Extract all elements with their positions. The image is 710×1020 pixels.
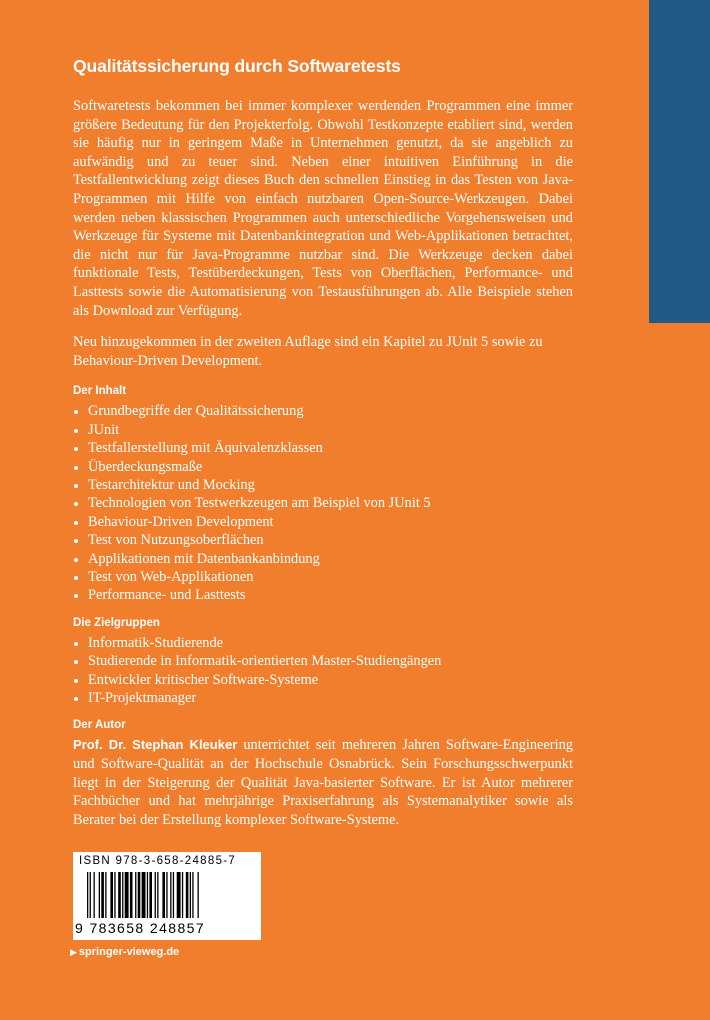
second-edition-paragraph: Neu hinzugekommen in der zweiten Auflage sind ein Kapitel zu JUnit 5 sowie zu Behaviour-Driven Development. <box>73 334 543 369</box>
publisher-link[interactable] <box>70 946 179 958</box>
author-bio: unterrichtet seit mehreren Jahren Software-Engineering und Software-Qualität an der Hochschule Osnabrück. Sein Forschungsschwerpunkt liegt in der Steigerung der Qualität Java-basierter Software. Er ist Autor mehrerer Fachbücher und hat mehrjährige Praxiserfahrung als Systemanalytiker sowie als Berater bei der Erstellung komplexer Software-Systeme. <box>73 737 573 828</box>
author-name: Prof. Dr. Stephan Kleuker <box>73 737 238 753</box>
list-item: Grundbegriffe der Qualitätssicherung <box>73 402 573 420</box>
list-item: Test von Nutzungsoberflächen <box>73 531 573 549</box>
list-item: Test von Web-Applikationen <box>73 568 573 586</box>
intro-paragraph: Softwaretests bekommen bei immer komplexer werdenden Programmen eine immer größere Bedeutung für den Projekterfolg. Obwohl Testkonzepte etabliert sind, werden sie häufig nur in geringem Maße in Unternehmen genutzt, da sie angeblich zu aufwändig und zu teuer sind. Neben einer intuitiven Einführung in die Testfallentwicklung zeigt dieses Buch den schnellen Einstieg in das Testen von Java-Programmen mit Hilfe von einfach nutzbaren Open-Source-Werkzeugen. Dabei werden neben klassischen Programmen auch unterschiedliche Vorgehensweisen und Werkzeuge für Systeme mit Datenbankintegration und Web-Applikationen betrachtet, die nicht nur für Java-Programme nutzbar sind. Die Werkzeuge decken dabei funktionale Tests, Testüberdeckungen, Tests von Oberflächen, Performance- und Lasttests sowie die Automatisierung von Testausführungen ab. Alle Beispiele stehen als Download zur Verfügung. <box>73 98 573 319</box>
inhalt-heading: Der Inhalt <box>73 385 127 398</box>
autor-heading: Der Autor <box>73 719 126 732</box>
inhalt-list <box>73 402 573 604</box>
barcode-digits: 9 783658 248857 <box>75 920 205 936</box>
autor-paragraph <box>73 736 573 829</box>
list-item: Technologien von Testwerkzeugen am Beispiel von JUnit 5 <box>73 494 573 512</box>
list-item: Behaviour-Driven Development <box>73 513 573 531</box>
isbn-label: ISBN 978-3-658-24885-7 <box>79 855 237 867</box>
barcode-box <box>73 852 261 940</box>
list-item: Applikationen mit Datenbankanbindung <box>73 550 573 568</box>
zielgruppen-list <box>73 634 573 708</box>
list-item: JUnit <box>73 421 573 439</box>
list-item: Entwickler kritischer Software-Systeme <box>73 671 573 689</box>
back-cover-content <box>73 56 573 829</box>
list-item: Informatik-Studierende <box>73 634 573 652</box>
publisher-url: springer-vieweg.de <box>78 946 180 958</box>
triangle-right-icon: ▶ <box>70 946 77 957</box>
list-item: Performance- und Lasttests <box>73 586 573 604</box>
list-item: Studierende in Informatik-orientierten Master-Studiengängen <box>73 652 573 670</box>
book-title: Qualitätssicherung durch Softwaretests <box>73 56 401 76</box>
list-item: IT-Projektmanager <box>73 689 573 707</box>
side-color-bar <box>649 0 710 323</box>
list-item: Überdeckungsmaße <box>73 458 573 476</box>
zielgruppen-heading: Die Zielgruppen <box>73 616 160 629</box>
list-item: Testarchitektur und Mocking <box>73 476 573 494</box>
list-item: Testfallerstellung mit Äquivalenzklassen <box>73 439 573 457</box>
barcode-image <box>87 872 247 922</box>
